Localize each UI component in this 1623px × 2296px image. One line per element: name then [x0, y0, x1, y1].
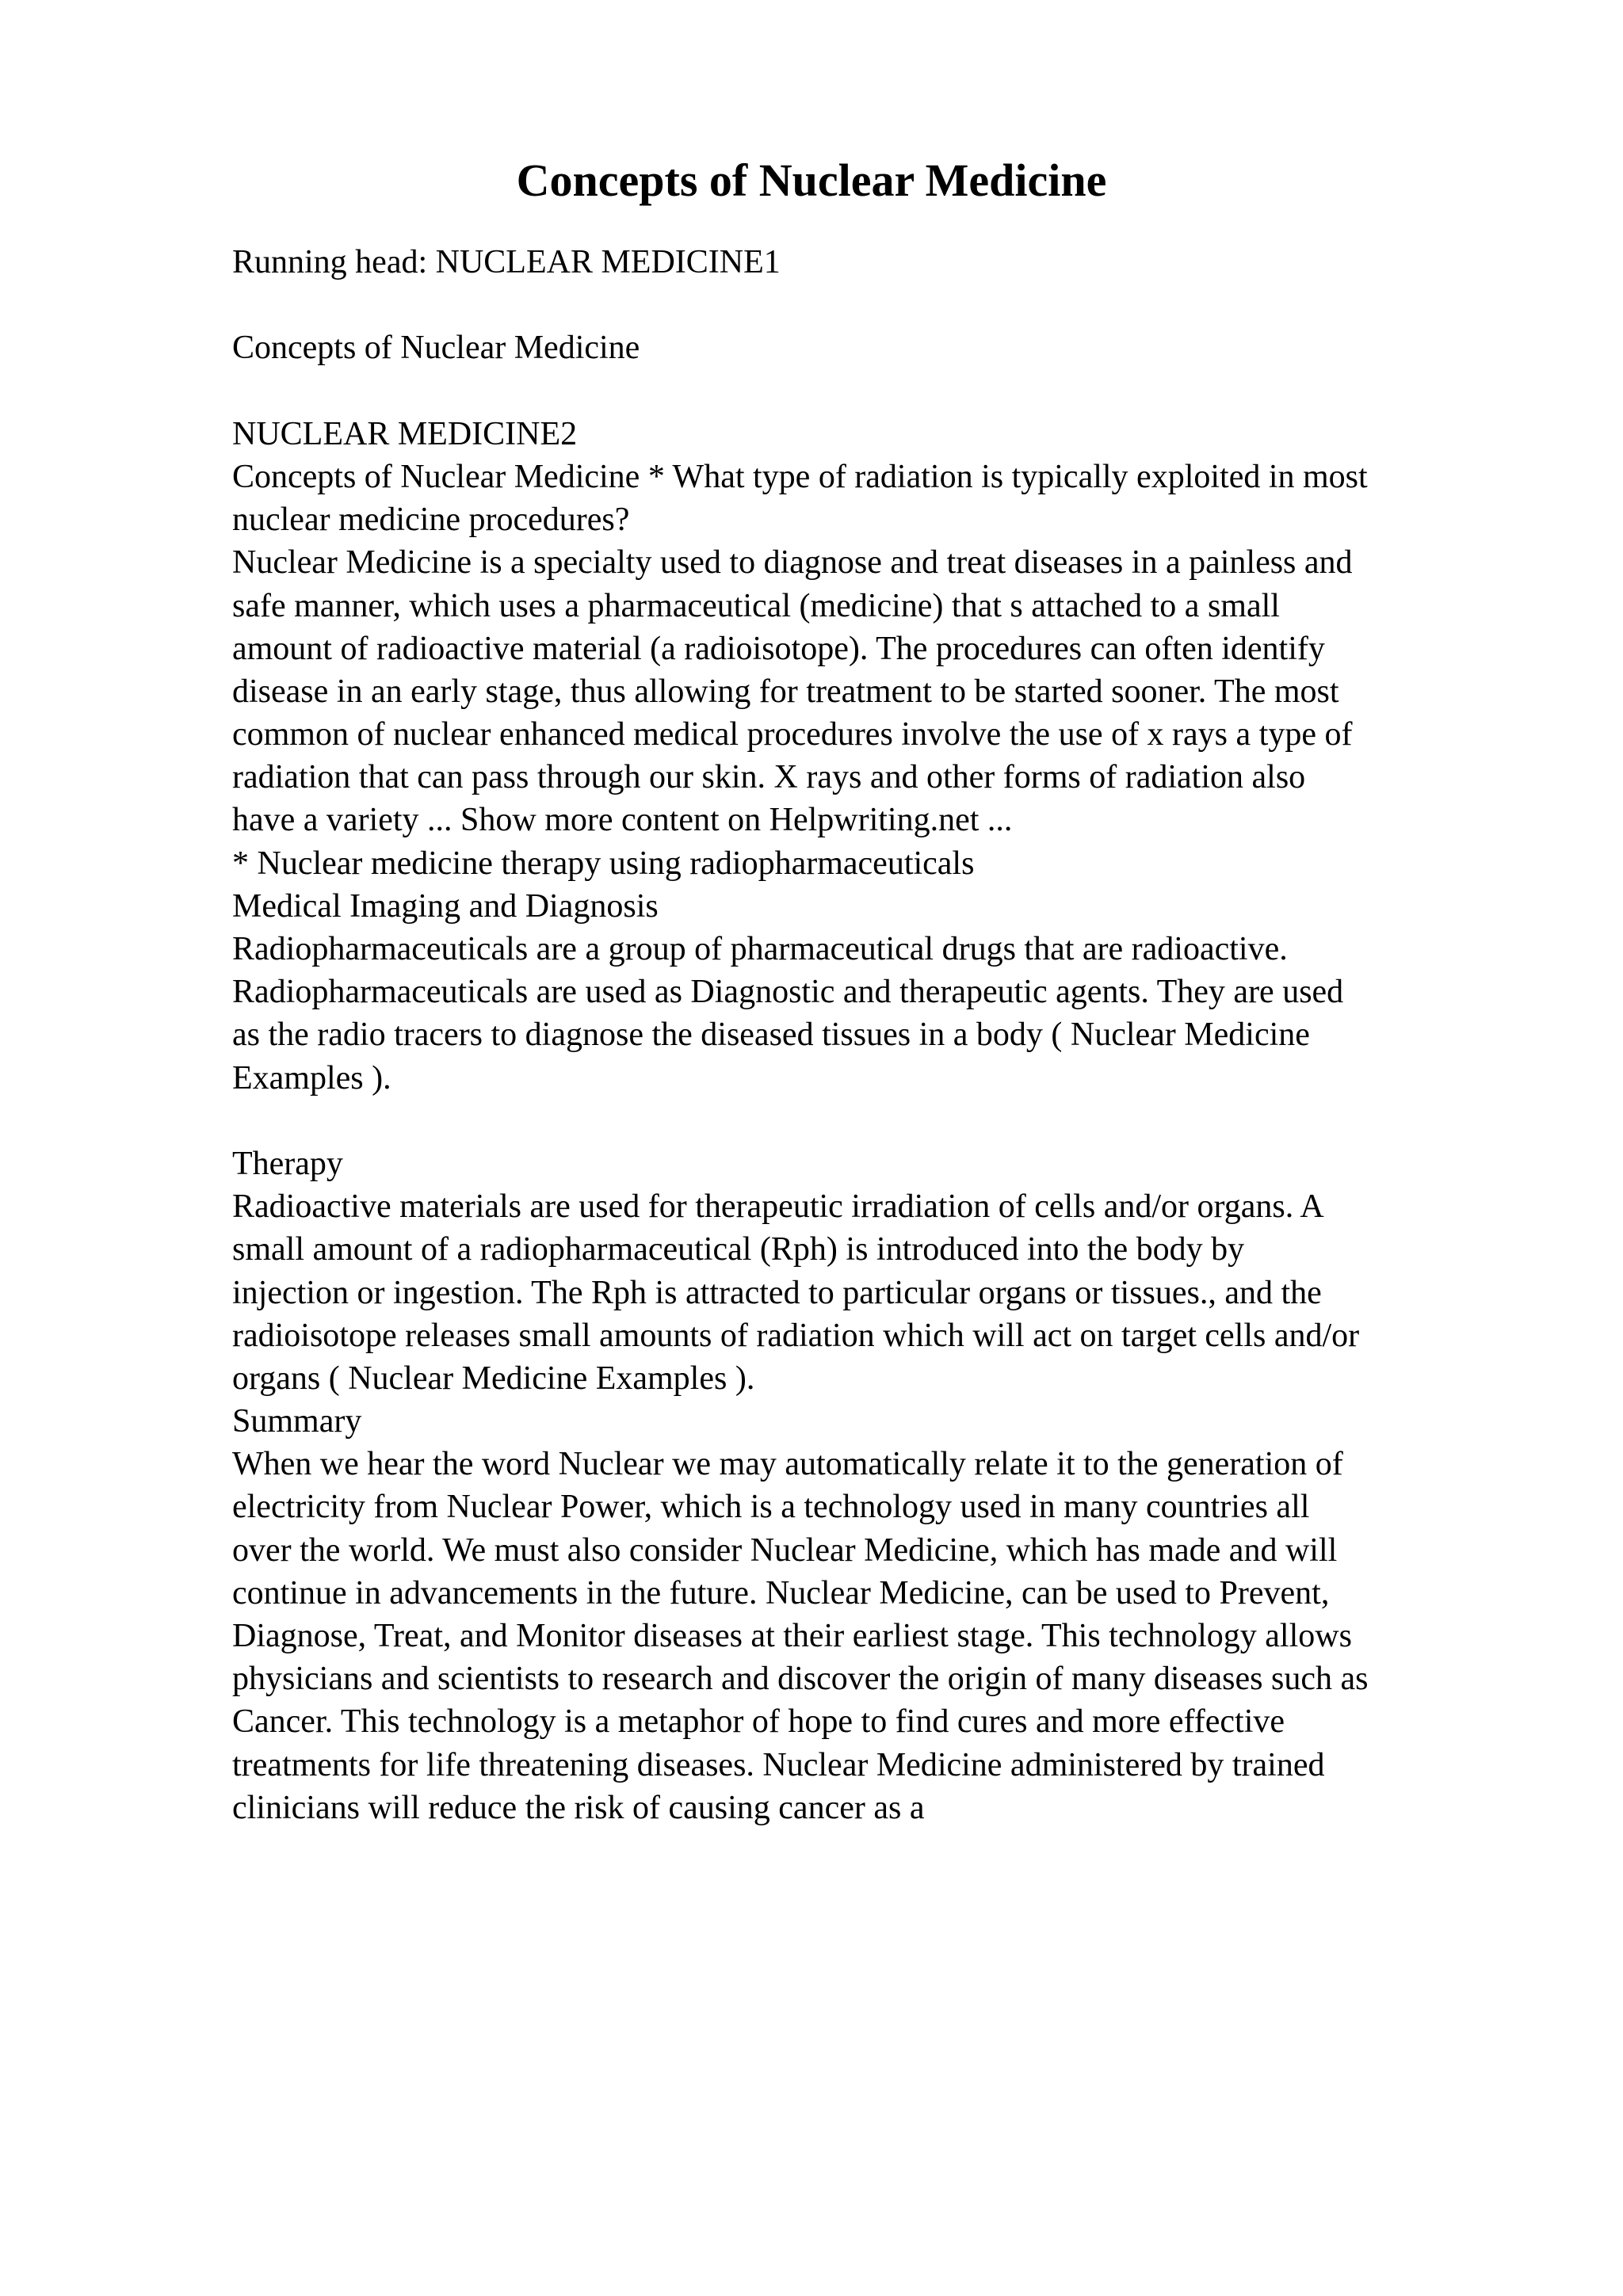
text-line: Concepts of Nuclear Medicine * What type of radiation is typically exploited in most [232, 458, 1368, 495]
text-line: injection or ingestion. The Rph is attracted to particular organs or tissues., and the [232, 1274, 1322, 1311]
text-line: disease in an early stage, thus allowing for treatment to be started sooner. The most [232, 673, 1339, 710]
text-line: Running head: NUCLEAR MEDICINE1 [232, 244, 781, 280]
text-line: Radioactive materials are used for therapeutic irradiation of cells and/or organs. A [232, 1188, 1324, 1226]
text-line: Diagnose, Treat, and Monitor diseases at their earliest stage. This technology allows [232, 1618, 1352, 1654]
text-line: clinicians will reduce the risk of causing cancer as a [232, 1789, 925, 1826]
text-line: Cancer. This technology is a metaphor of hope to find cures and more effective [232, 1703, 1285, 1741]
text-line: NUCLEAR MEDICINE2 [232, 415, 578, 452]
text-line: amount of radioactive material (a radioisotope). The procedures can often identify [232, 630, 1325, 667]
text-line: continue in advancements in the future. Nuclear Medicine, can be used to Prevent, [232, 1574, 1330, 1611]
text-line: * Nuclear medicine therapy using radiopharmaceuticals [232, 845, 975, 882]
document-title: Concepts of Nuclear Medicine [516, 154, 1107, 206]
paragraph-gap [232, 370, 1516, 413]
text-line: radiation that can pass through our skin. X rays and other forms of radiation also [232, 759, 1306, 796]
text-line: small amount of a radiopharmaceutical (Rph) is introduced into the body by [232, 1231, 1245, 1268]
text-line: When we hear the word Nuclear we may automatically relate it to the generation of [232, 1446, 1343, 1483]
text-line: Radiopharmaceuticals are a group of pharmaceutical drugs that are radioactive. [232, 931, 1288, 967]
text-line: over the world. We must also consider Nuclear Medicine, which has made and will [232, 1531, 1338, 1569]
text-line: Radiopharmaceuticals are used as Diagnostic and therapeutic agents. They are used [232, 974, 1344, 1011]
text-line: Nuclear Medicine is a specialty used to diagnose and treat diseases in a painless and [232, 544, 1353, 582]
text-line: physicians and scientists to research and discover the origin of many diseases such as [232, 1661, 1369, 1698]
text-line: Examples ). [232, 1059, 391, 1097]
text-line: Concepts of Nuclear Medicine [232, 330, 640, 367]
text-line: as the radio tracers to diagnose the diseased tissues in a body ( Nuclear Medicine [232, 1016, 1310, 1054]
text-line: electricity from Nuclear Power, which is a technology used in many countries all [232, 1489, 1310, 1526]
text-line: Summary [232, 1403, 362, 1440]
paragraph-gap [232, 1100, 1516, 1142]
paragraph-gap [232, 284, 1516, 326]
text-line: treatments for life threatening diseases. Nuclear Medicine administered by trained [232, 1746, 1325, 1783]
text-line: Therapy [232, 1145, 343, 1182]
text-line: Medical Imaging and Diagnosis [232, 887, 659, 925]
text-line: safe manner, which uses a pharmaceutical (medicine) that s attached to a small [232, 587, 1280, 624]
text-line: organs ( Nuclear Medicine Examples ). [232, 1360, 755, 1397]
document-body [232, 241, 1516, 1829]
text-line: nuclear medicine procedures? [232, 502, 630, 539]
text-line: have a variety ... Show more content on Helpwriting.net ... [232, 802, 1013, 839]
text-line: common of nuclear enhanced medical procedures involve the use of x rays a type of [232, 716, 1353, 753]
text-line: radioisotope releases small amounts of radiation which will act on target cells and/or [232, 1317, 1360, 1354]
